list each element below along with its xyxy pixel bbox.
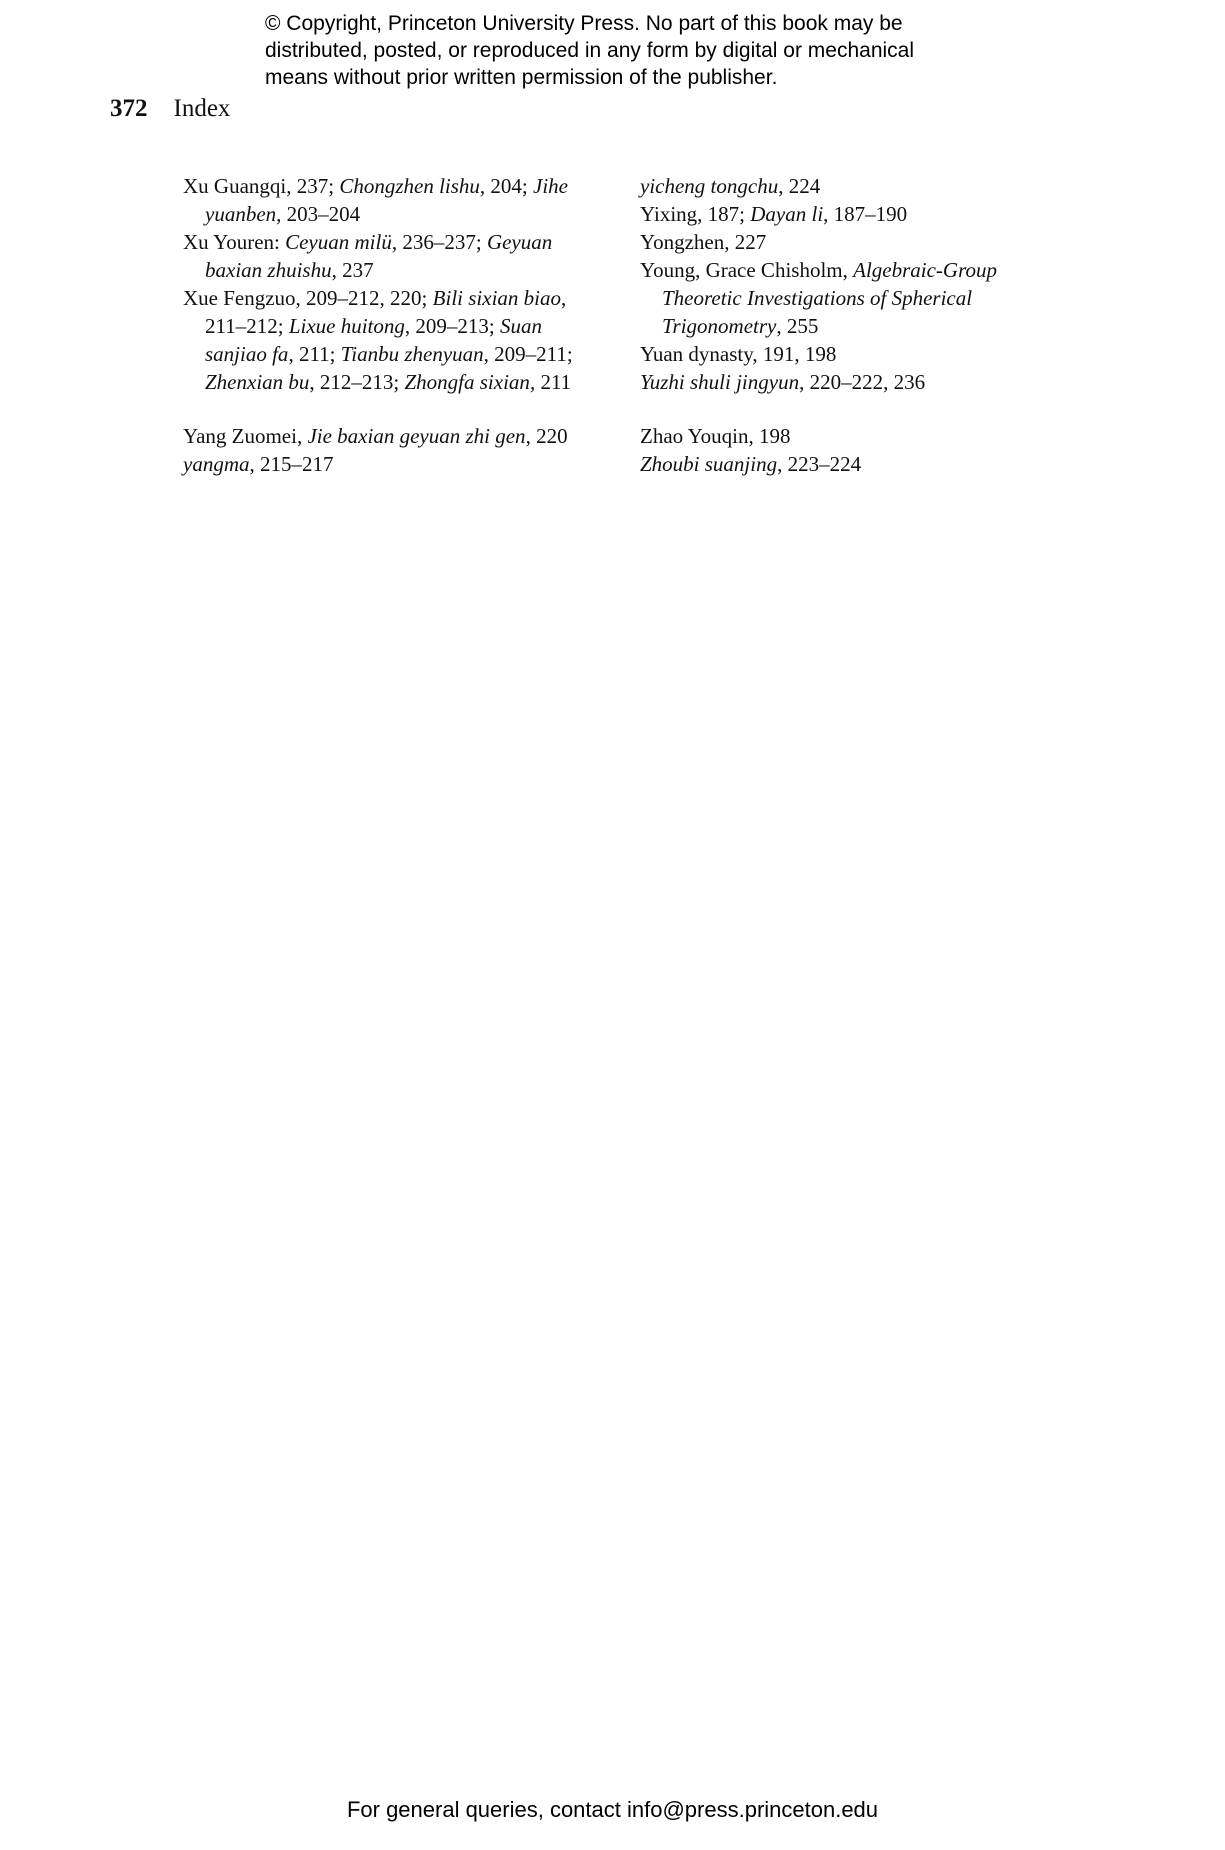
- page-number: 372: [110, 95, 148, 122]
- index-entry: Yang Zuomei, Jie baxian geyuan zhi gen, 220: [183, 424, 568, 448]
- index-entry: Yuan dynasty, 191, 198: [640, 342, 837, 366]
- index-entry: yicheng tongchu, 224: [640, 174, 821, 198]
- copyright-notice: [265, 10, 1025, 91]
- index-entry: Yongzhen, 227: [640, 230, 767, 254]
- footer: [0, 1796, 1225, 1824]
- copyright-line: © Copyright, Princeton University Press. No part of this book may be: [265, 12, 903, 35]
- section-title: Index: [173, 95, 231, 122]
- index-entry: Zhoubi suanjing, 223–224: [640, 452, 862, 476]
- index-entry: Yuzhi shuli jingyun, 220–222, 236: [640, 370, 926, 394]
- index-column-left: [183, 172, 603, 478]
- index-entry: Young, Grace Chisholm, Algebraic-Group Theoretic Investigations of Spherical Trigonometry, 255: [640, 258, 997, 338]
- index-entry: yangma, 215–217: [183, 452, 334, 476]
- index-column-right: [640, 172, 1060, 478]
- index-entry: Zhao Youqin, 198: [640, 424, 791, 448]
- index-entry: Xu Youren: Ceyuan milü, 236–237; Geyuan baxian zhuishu, 237: [183, 230, 553, 282]
- running-head: [110, 94, 230, 124]
- footer-contact: For general queries, contact info@press.princeton.edu: [346, 1797, 879, 1822]
- copyright-line: distributed, posted, or reproduced in any form by digital or mechanical: [265, 39, 915, 62]
- index-entry: Xu Guangqi, 237; Chongzhen lishu, 204; Jihe yuanben, 203–204: [183, 174, 568, 226]
- index-entry: Yixing, 187; Dayan li, 187–190: [640, 202, 908, 226]
- copyright-line: means without prior written permission of the publisher.: [265, 66, 778, 89]
- index-entry: Xue Fengzuo, 209–212, 220; Bili sixian biao, 211–212; Lixue huitong, 209–213; Suan sanjiao fa, 211; Tianbu zhenyuan, 209–211; Zhenxian bu, 212–213; Zhongfa sixian, 211: [183, 286, 573, 394]
